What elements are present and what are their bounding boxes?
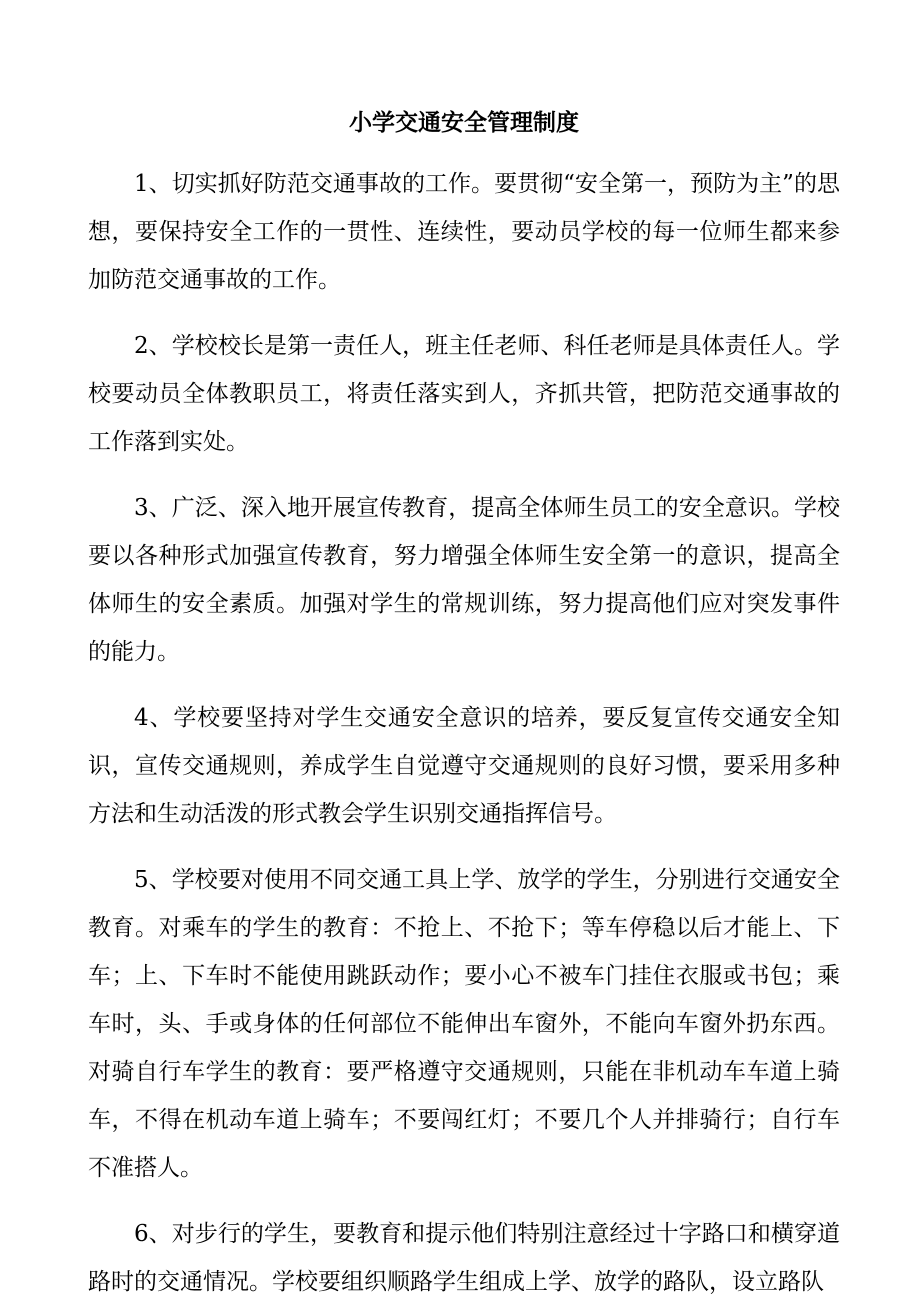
paragraph-3: 3、广泛、深入地开展宣传教育，提高全体师生员工的安全意识。学校要以各种形式加强宣传教育，努力增强全体师生安全第一的意识，提高全体师生的安全素质。加强对学生的常规训练，努力提高他们应对突发事件的能力。 <box>88 495 840 665</box>
paragraph-2: 2、学校校长是第一责任人，班主任老师、科任老师是具体责任人。学校要动员全体教职员工，将责任落实到人，齐抓共管，把防范交通事故的工作落到实处。 <box>88 333 840 455</box>
document-title: 小学交通安全管理制度 <box>349 110 579 136</box>
paragraph-4: 4、学校要坚持对学生交通安全意识的培养，要反复宣传交通安全知识，宣传交通规则，养成学生自觉遵守交通规则的良好习惯，要采用多种方法和生动活泼的形式教会学生识别交通指挥信号。 <box>88 705 840 827</box>
paragraph-6: 6、对步行的学生，要教育和提示他们特别注意经过十字路口和横穿道路时的交通情况。学校要组织顺路学生组成上学、放学的路队，设立路队 <box>88 1221 840 1295</box>
paragraph-5: 5、学校要对使用不同交通工具上学、放学的学生，分别进行交通安全教育。对乘车的学生的教育：不抢上、不抢下；等车停稳以后才能上、下车；上、下车时不能使用跳跃动作；要小心不被车门挂住衣服或书包；乘车时，头、手或身体的任何部位不能伸出车窗外，不能向车窗外扔东西。对骑自行车学生的教育：要严格遵守交通规则，只能在非机动车车道上骑车，不得在机动车道上骑车；不要闯红灯；不要几个人并排骑行；自行车不准搭人。 <box>88 867 840 1181</box>
paragraph-1: 1、切实抓好防范交通事故的工作。要贯彻“安全第一，预防为主”的思想，要保持安全工作的一贯性、连续性，要动员学校的每一位师生都来参加防范交通事故的工作。 <box>88 171 840 293</box>
